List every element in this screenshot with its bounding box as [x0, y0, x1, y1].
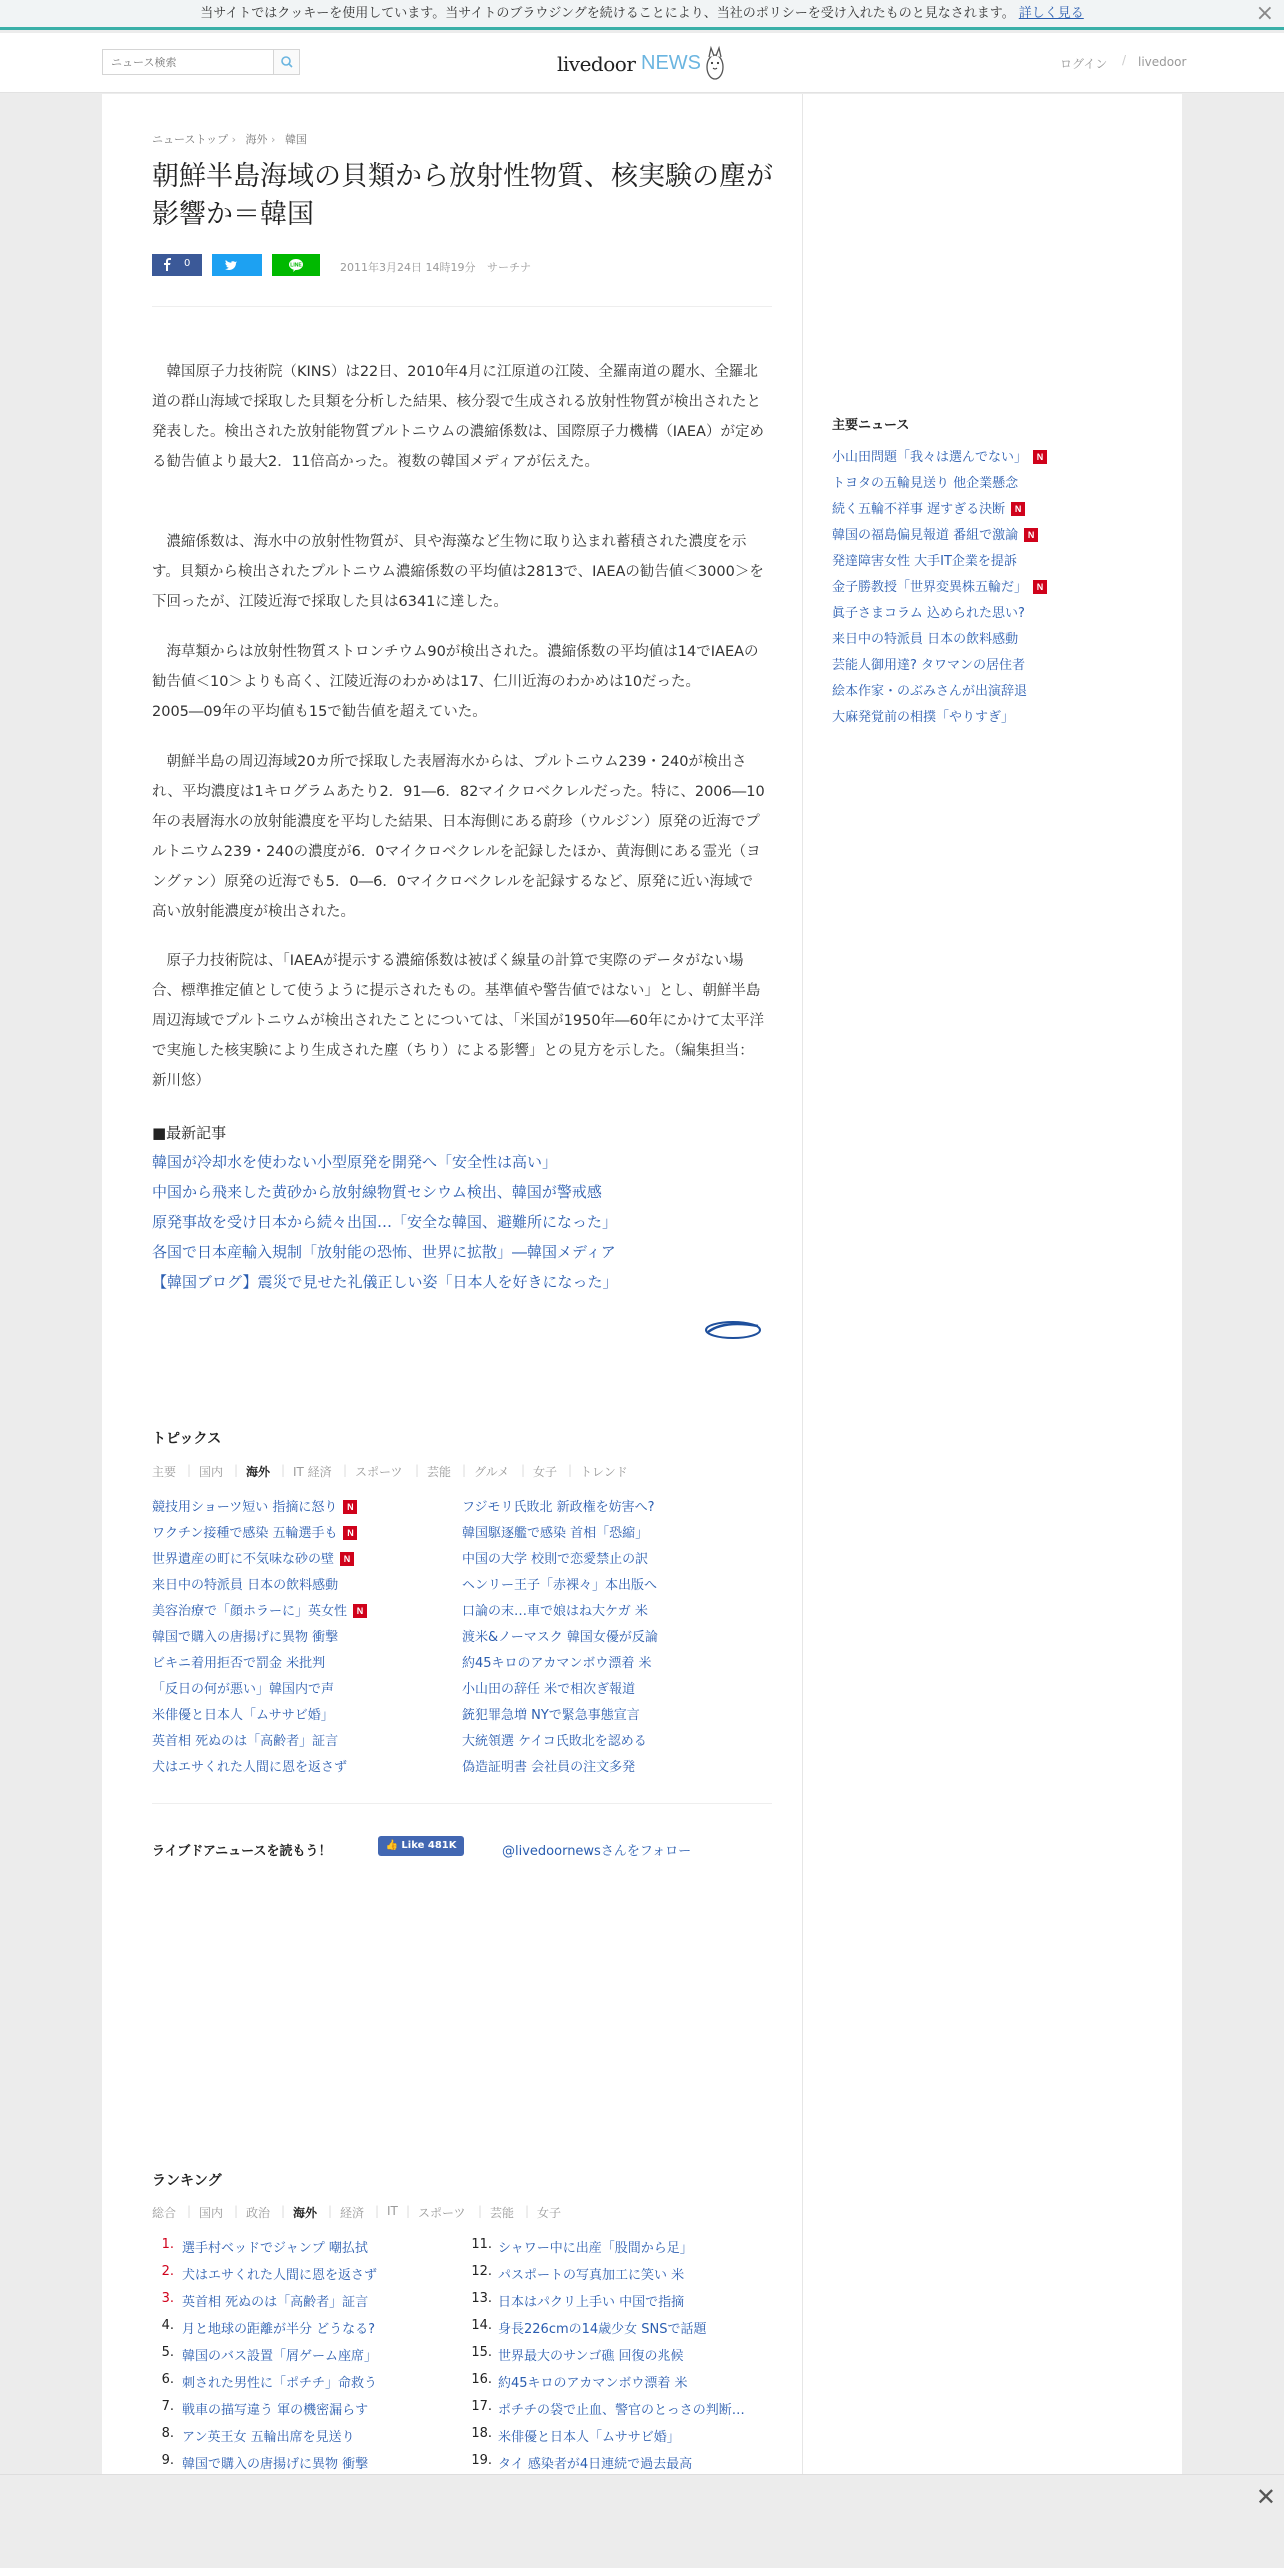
- rank-link[interactable]: 世界最大のサンゴ礁 回復の兆候: [498, 2349, 684, 2364]
- logo-news: NEWS: [641, 52, 701, 74]
- topic-link-text: 来日中の特派員 日本の飲料感動: [152, 1578, 339, 1593]
- search-icon: [274, 50, 300, 74]
- main-news-link[interactable]: [832, 498, 1025, 517]
- topic-link[interactable]: [152, 1600, 367, 1619]
- column-divider: [802, 94, 803, 2474]
- rank-link[interactable]: 犬はエサくれた人間に恩を返さず: [182, 2268, 378, 2283]
- searchina-logo[interactable]: [704, 1318, 762, 1340]
- rank-number: 3.: [161, 2291, 174, 2306]
- tab-separator: |: [234, 1463, 239, 1477]
- article-paragraph: 海草類からは放射性物質ストロンチウム90が検出された。濃縮係数の平均値は14でIAEAの勧告値＜10＞よりも高く、江陵近海のわかめは17、仁川近海のわかめは10だった。2005―09年の平均値も15で勧告値を超えていた。: [152, 644, 759, 720]
- rank-number: 13.: [471, 2291, 492, 2306]
- tab-women[interactable]: 女子: [533, 1465, 558, 1479]
- topic-link[interactable]: 銃犯罪急増 NYで緊急事態宣言: [462, 1708, 640, 1723]
- main-news-link-text: トヨタの五輪見送り 他企業懸念: [832, 476, 1019, 491]
- new-badge: N: [1033, 450, 1047, 464]
- new-badge: N: [343, 1500, 357, 1514]
- facebook-like-count: Like 481K: [401, 1840, 457, 1851]
- rank-tab-sports[interactable]: スポーツ: [418, 2206, 466, 2220]
- rank-tab-politics[interactable]: 政治: [246, 2206, 271, 2220]
- rank-link[interactable]: 約45キロのアカマンボウ漂着 米: [498, 2376, 688, 2391]
- main-news-link[interactable]: [832, 446, 1047, 465]
- new-badge: N: [1033, 580, 1047, 594]
- rank-tab-all[interactable]: 総合: [152, 2206, 177, 2220]
- article-paragraph: 濃縮係数は、海水中の放射性物質が、貝や海藻など生物に取り込まれ蓄積された濃度を示す。貝類から検出されたプルトニウム濃縮係数の平均値は2813で、IAEAの勧告値＜3000＞を下回ったが、江陵近海で採取した貝は6341に達した。: [152, 534, 764, 610]
- mascot-icon: [700, 45, 730, 83]
- breadcrumb-overseas[interactable]: 海外: [245, 133, 268, 146]
- tab-separator: |: [187, 1463, 192, 1477]
- rank-number: 1.: [161, 2237, 174, 2252]
- follow-heading: ライブドアニュースを読もう！: [152, 1844, 332, 1859]
- search-box: [102, 49, 300, 75]
- main-news-link[interactable]: [832, 706, 1014, 725]
- facebook-like-button[interactable]: [378, 1836, 464, 1856]
- topic-link[interactable]: [152, 1652, 325, 1671]
- header-separator: /: [1122, 53, 1127, 67]
- main-news-link[interactable]: [832, 576, 1047, 595]
- topic-link[interactable]: [152, 1756, 347, 1775]
- login-link[interactable]: ログイン: [1060, 57, 1108, 71]
- latest-article-link[interactable]: 中国から飛来した黄砂から放射線物質セシウム検出、韓国が警戒感: [152, 1183, 602, 1201]
- topics-heading: トピックス: [152, 1431, 222, 1447]
- rank-number: 7.: [161, 2399, 174, 2414]
- cookie-more-link[interactable]: 詳しく見る: [1018, 6, 1084, 21]
- topic-link-text: 米俳優と日本人「ムササビ婚」: [152, 1708, 334, 1723]
- latest-article-link[interactable]: 【韓国ブログ】震災で見せた礼儀正しい姿「日本人を好きになった」: [152, 1273, 618, 1291]
- topic-link[interactable]: [152, 1626, 338, 1645]
- rank-link[interactable]: 月と地球の距離が半分 どうなる?: [182, 2322, 376, 2337]
- twitter-follow-link[interactable]: @livedoornewsさんをフォロー: [502, 1844, 692, 1859]
- thumbs-up-icon: 👍: [385, 1840, 398, 1851]
- main-news-link-text: 韓国の福島偏見報道 番組で激論: [832, 528, 1019, 543]
- new-badge: N: [1011, 502, 1025, 516]
- tab-it-economy[interactable]: IT 経済: [293, 1465, 332, 1479]
- topic-link[interactable]: [152, 1522, 357, 1541]
- main-news-link[interactable]: [832, 680, 1027, 699]
- rank-number: 14.: [471, 2318, 492, 2333]
- main-news-link-text: 来日中の特派員 日本の飲料感動: [832, 632, 1019, 647]
- latest-article-link[interactable]: 原発事故を受け日本から続々出国…「安全な韓国、避難所になった」: [152, 1213, 618, 1231]
- new-badge: N: [343, 1526, 357, 1540]
- chevron-right-icon: ›: [231, 133, 240, 146]
- tab-sports[interactable]: スポーツ: [355, 1465, 403, 1479]
- new-badge: N: [340, 1552, 354, 1566]
- main-news-link-text: 大麻発覚前の相撲「やりすぎ」: [832, 710, 1015, 725]
- main-news-link[interactable]: [832, 602, 1025, 621]
- topic-link[interactable]: 約45キロのアカマンボウ漂着 米: [462, 1656, 652, 1671]
- main-news-link-text: 金子勝教授「世界変異株五輪だ」: [832, 580, 1028, 595]
- rank-link[interactable]: 韓国で購入の唐揚げに異物 衝撃: [182, 2457, 369, 2472]
- livedoor-news-logo[interactable]: [557, 45, 737, 81]
- rank-link[interactable]: シャワー中に出産「股間から足」: [498, 2241, 693, 2256]
- tab-separator: |: [478, 2204, 483, 2218]
- article-paragraph: 韓国原子力技術院（KINS）は22日、2010年4月に江原道の江陵、全羅南道の麗水、全羅北道の群山海域で採取した貝類を分析した結果、核分裂で生成される放射性物質が検出されたと発表した。検出された放射能物質プルトニウムの濃縮係数は、国際原子力機構（IAEA）が定める勧告値より最大2．11倍高かった。複数の韓国メディアが伝えた。: [152, 364, 764, 470]
- rank-tab-overseas[interactable]: 海外: [293, 2206, 318, 2220]
- rank-tab-domestic[interactable]: 国内: [199, 2206, 224, 2220]
- topic-link[interactable]: 大統領選 ケイコ氏敗北を認める: [462, 1734, 647, 1749]
- rank-link[interactable]: 英首相 死ぬのは「高齢者」証言: [182, 2295, 369, 2310]
- tab-separator: |: [375, 2204, 380, 2218]
- rank-link[interactable]: 刺された男性に「ポチチ」命救う: [182, 2376, 378, 2391]
- topic-link[interactable]: 中国の大学 校則で恋愛禁止の訳: [462, 1552, 649, 1567]
- rank-number: 2.: [161, 2264, 174, 2279]
- rank-link[interactable]: アン英王女 五輪出席を見送り: [182, 2430, 355, 2445]
- rank-link[interactable]: 身長226cmの14歳少女 SNSで話題: [498, 2322, 707, 2337]
- rank-number: 12.: [471, 2264, 492, 2279]
- rank-number: 11.: [471, 2237, 492, 2252]
- tab-entertainment[interactable]: 芸能: [427, 1465, 452, 1479]
- tab-separator: |: [415, 1463, 420, 1477]
- rank-number: 8.: [161, 2426, 174, 2441]
- topic-link-text: 「反日の何が悪い」韓国内で声: [152, 1682, 335, 1697]
- new-badge: N: [1024, 528, 1038, 542]
- logo-livedoor: livedoor: [557, 52, 636, 76]
- rank-link[interactable]: タイ 感染者が4日連続で過去最高: [498, 2457, 693, 2472]
- meta-divider: [152, 306, 772, 307]
- topic-link[interactable]: [152, 1574, 338, 1593]
- main-news-link[interactable]: [832, 524, 1038, 543]
- latest-article-link[interactable]: 韓国が冷却水を使わない小型原発を開発へ「安全性は高い」: [152, 1153, 558, 1171]
- search-input[interactable]: [103, 50, 273, 74]
- cookie-text: 当サイトではクッキーを使用しています。当サイトのブラウジングを続けることにより、当社のポリシーを受け入れたものと見なされます。: [200, 6, 1015, 21]
- article-paragraph: 原子力技術院は、「IAEAが提示する濃縮係数は被ばく線量の計算で実際のデータがない場合、標準推定値として使うように提示されたもの。基準値や警告値ではない」とし、朝鮮半島周辺海域でプルトニウムが検出されたことについては、「米国が1950年―60年にかけて太平洋で実施した核実験により生成された塵（ちり）による影響」との見方を示した。（編集担当：新川悠）: [152, 953, 765, 1089]
- tab-separator: |: [281, 1463, 286, 1477]
- topic-link[interactable]: 小山田の辞任 米で相次ぎ報道: [462, 1682, 636, 1697]
- rank-link[interactable]: 選手村ベッドでジャンプ 嘲払拭: [182, 2241, 368, 2256]
- rank-link[interactable]: 米俳優と日本人「ムササビ婚」: [498, 2430, 680, 2445]
- topic-link-text: ビキニ着用拒否で罰金 米批判: [152, 1656, 326, 1671]
- main-news-heading: 主要ニュース: [832, 418, 910, 433]
- rank-link[interactable]: 韓国のバス設置「屑ゲーム座席」: [182, 2349, 378, 2364]
- rank-number: 5.: [161, 2345, 174, 2360]
- article-paragraph: 朝鮮半島の周辺海域20カ所で採取した表層海水からは、プルトニウム239・240が検出され、平均濃度は1キログラムあたり2．91―6．82マイクロベクレルだった。特に、2006―10年の表層海水の放射能濃度を平均した結果、日本海側にある蔚珍（ウルジン）原発の近海でプルトニウム239・240の濃度が6．0マイクロベクレルを記録したほか、黄海側にある霊光（ヨングァン）原発の近海でも5．0―6．0マイクロベクレルを記録するなど、原発に近い海域で高い放射能濃度が検出された。: [152, 754, 765, 920]
- main-news-link-text: 発達障害女性 大手IT企業を提訴: [832, 554, 1017, 569]
- main-news-link-text: 絵本作家・のぶみさんが出演辞退: [832, 684, 1028, 699]
- topic-link[interactable]: [152, 1704, 334, 1723]
- rank-tab-entertainment[interactable]: 芸能: [490, 2206, 515, 2220]
- ranking-heading: ランキング: [152, 2173, 222, 2189]
- topic-link[interactable]: 口論の末…車で娘はね大ケガ 米: [462, 1604, 648, 1619]
- article-title: 朝鮮半島海域の貝類から放射性物質、核実験の塵が影響か＝韓国: [152, 161, 773, 230]
- tab-main[interactable]: 主要: [152, 1465, 177, 1479]
- topic-link-text: ワクチン接種で感染 五輪選手も: [152, 1526, 338, 1541]
- bottom-ad-bar: [0, 2474, 1284, 2568]
- main-news-link[interactable]: [832, 472, 1018, 491]
- topic-link[interactable]: [152, 1548, 354, 1567]
- main-news-link-text: 眞子さまコラム 込められた思い?: [832, 606, 1025, 621]
- tab-separator: |: [187, 2204, 192, 2218]
- article-source[interactable]: サーチナ: [487, 261, 531, 274]
- site-header: [0, 33, 1284, 93]
- latest-articles-heading: ■最新記事: [152, 1124, 227, 1142]
- rank-link[interactable]: 戦車の描写違う 軍の機密漏らす: [182, 2403, 369, 2418]
- section-divider: [152, 1803, 772, 1804]
- rank-number: 4.: [161, 2318, 174, 2333]
- close-icon[interactable]: ✕: [1255, 2483, 1276, 2511]
- rank-link[interactable]: パスポートの写真加工に笑い 米: [498, 2268, 685, 2283]
- rank-number: 6.: [161, 2372, 174, 2387]
- livedoor-link[interactable]: livedoor: [1138, 55, 1187, 69]
- cookie-close-icon[interactable]: ×: [1255, 1, 1274, 26]
- rank-link[interactable]: ポチチの袋で止血、警官のとっさの判断…: [498, 2403, 745, 2418]
- topic-link-text: 韓国で購入の唐揚げに異物 衝撃: [152, 1630, 339, 1645]
- rank-tab-women[interactable]: 女子: [537, 2206, 562, 2220]
- cookie-banner: [0, 0, 1284, 30]
- breadcrumb: [152, 131, 307, 147]
- tab-separator: |: [281, 2204, 286, 2218]
- topic-link[interactable]: 韓国駆逐艦で感染 首相「恐縮」: [462, 1526, 649, 1541]
- breadcrumb-news-top[interactable]: ニューストップ: [152, 133, 229, 146]
- line-icon: [272, 254, 320, 276]
- facebook-share-count: 0: [184, 258, 191, 269]
- svg-text:LINE: LINE: [290, 262, 302, 269]
- main-news-link-text: 続く五輪不祥事 遅すぎる決断: [832, 502, 1006, 517]
- new-badge: N: [353, 1604, 367, 1618]
- facebook-share-button[interactable]: [152, 254, 202, 276]
- main-news-link-text: 芸能人御用達? タワマンの居住者: [832, 658, 1026, 673]
- rank-number: 17.: [471, 2399, 492, 2414]
- rank-tab-economy[interactable]: 経済: [340, 2206, 365, 2220]
- rank-number: 15.: [471, 2345, 492, 2360]
- tab-trend[interactable]: トレンド: [580, 1465, 628, 1479]
- main-news-link[interactable]: [832, 628, 1018, 647]
- topic-link-text: 競技用ショーツ短い 指摘に怒り: [152, 1500, 338, 1515]
- tab-separator: |: [328, 2204, 333, 2218]
- tab-separator: |: [521, 1463, 526, 1477]
- topic-link-text: 犬はエサくれた人間に恩を返さず: [152, 1760, 348, 1775]
- main-news-link[interactable]: [832, 654, 1025, 673]
- chevron-right-icon: ›: [271, 133, 279, 146]
- tab-separator: |: [406, 2204, 411, 2218]
- topic-link[interactable]: [152, 1678, 334, 1697]
- article-date: 2011年3月24日 14時19分: [340, 261, 476, 274]
- topic-link[interactable]: ヘンリー王子「赤裸々」本出版へ: [462, 1578, 658, 1593]
- topic-link[interactable]: 渡米&ノーマスク 韓国女優が反論: [462, 1630, 658, 1645]
- tab-separator: |: [462, 1463, 467, 1477]
- tab-separator: |: [343, 1463, 348, 1477]
- search-button[interactable]: [273, 50, 299, 74]
- rank-tab-it[interactable]: IT: [387, 2204, 398, 2218]
- rank-number: 18.: [471, 2426, 492, 2441]
- tab-separator: |: [525, 2204, 530, 2218]
- main-news-link[interactable]: [832, 550, 1017, 569]
- main-news-link-text: 小山田問題「我々は選んでない」: [832, 450, 1028, 465]
- rank-number: 9.: [161, 2453, 174, 2468]
- rank-number: 16.: [471, 2372, 492, 2387]
- twitter-icon: [212, 254, 262, 276]
- facebook-icon: [152, 254, 202, 276]
- topic-link[interactable]: 偽造証明書 会社員の注文多発: [462, 1760, 636, 1775]
- rank-link[interactable]: 日本はパクリ上手い 中国で指摘: [498, 2295, 685, 2310]
- topic-link[interactable]: フジモリ氏敗北 新政権を妨害へ?: [462, 1500, 655, 1515]
- rank-number: 19.: [471, 2453, 492, 2468]
- latest-article-link[interactable]: 各国で日本産輸入規制「放射能の恐怖、世界に拡散」―韓国メディア: [152, 1243, 616, 1261]
- tab-separator: |: [568, 1463, 573, 1477]
- line-share-button[interactable]: [272, 254, 320, 276]
- breadcrumb-korea[interactable]: 韓国: [284, 133, 307, 146]
- tab-overseas[interactable]: 海外: [246, 1465, 271, 1479]
- topic-link-text: 英首相 死ぬのは「高齢者」証言: [152, 1734, 339, 1749]
- tab-separator: |: [234, 2204, 239, 2218]
- tab-gourmet[interactable]: グルメ: [474, 1465, 510, 1479]
- twitter-share-button[interactable]: [212, 254, 262, 276]
- topic-link[interactable]: [152, 1730, 338, 1749]
- topic-link-text: 世界遺産の町に不気味な砂の壁: [152, 1552, 335, 1567]
- topic-link-text: 美容治療で「顔ホラーに」英女性: [152, 1604, 348, 1619]
- topic-link[interactable]: [152, 1496, 357, 1515]
- tab-domestic[interactable]: 国内: [199, 1465, 224, 1479]
